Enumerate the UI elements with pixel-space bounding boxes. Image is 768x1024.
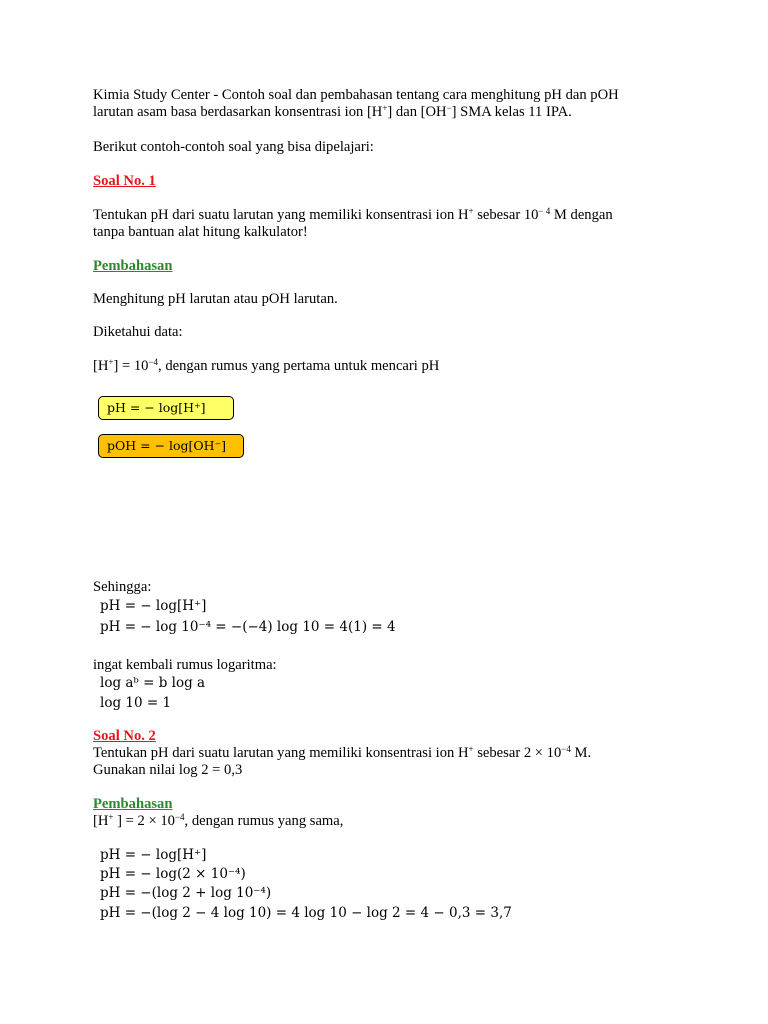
ingat-label: ingat kembali rumus logaritma:: [93, 657, 277, 673]
soal-1-explanation-2: Diketahui data:: [93, 324, 183, 340]
soal-1-e3-sup-exp: −4: [148, 357, 159, 367]
soal-1-e3-a: [H: [93, 358, 109, 374]
soal-2-e1-b: ] = 2 × 10: [113, 813, 175, 829]
soal-1-explanation-3: [93, 358, 439, 375]
soal-1-q-sup-h: +: [468, 206, 474, 216]
soal-1-q-a: Tentukan pH dari suatu larutan yang memiliki konsentrasi ion H: [93, 207, 469, 223]
soal-2-q-sup-h: +: [468, 744, 474, 754]
soal-2-e1-c: , dengan rumus yang sama,: [184, 813, 344, 829]
soal-2-pembahasan-heading: Pembahasan: [93, 796, 173, 812]
soal-1-question-line-1: [93, 207, 613, 224]
soal-1-e3-b: ] = 10: [113, 358, 149, 374]
intro-line-2: [93, 104, 572, 121]
soal-2-q-c: M.: [570, 745, 592, 761]
intro-line-1: Kimia Study Center - Contoh soal dan pembahasan tentang cara menghitung pH dan pOH: [93, 87, 619, 103]
soal-2-calc-1: pH = − log[H⁺]: [100, 847, 207, 863]
soal-1-calc-1: pH = − log[H⁺]: [100, 598, 207, 614]
intro-sup-oh: −: [446, 103, 452, 113]
soal-2-e1-sup-h: +: [108, 812, 114, 822]
soal-1-q-c: M dengan: [550, 207, 613, 223]
soal-2-calc-3: pH = −(log 2 + log 10⁻⁴): [100, 885, 272, 901]
soal-2-q-a: Tentukan pH dari suatu larutan yang memiliki konsentrasi ion H: [93, 745, 469, 761]
lead-text: Berikut contoh-contoh soal yang bisa dipelajari:: [93, 139, 374, 155]
log-rule-1: log aᵇ = b log a: [100, 675, 206, 691]
soal-1-calc-2: pH = − log 10⁻⁴ = −(−4) log 10 = 4(1) = 4: [100, 619, 396, 635]
soal-1-question-line-2: tanpa bantuan alat hitung kalkulator!: [93, 224, 308, 240]
soal-2-e1-sup-exp: −4: [174, 812, 185, 822]
soal-2-q-b: sebesar 2 × 10: [473, 745, 562, 761]
log-rule-2: log 10 = 1: [100, 695, 172, 711]
intro-text-c: ] SMA kelas 11 IPA.: [451, 104, 572, 120]
soal-1-e3-c: , dengan rumus yang pertama untuk mencari pH: [158, 358, 440, 374]
soal-2-calc-4: pH = −(log 2 − 4 log 10) = 4 log 10 − log 2 = 4 − 0,3 = 3,7: [100, 905, 512, 921]
soal-1-pembahasan-heading: Pembahasan: [93, 258, 173, 274]
soal-1-q-b: sebesar 10: [473, 207, 539, 223]
soal-2-question-line-2: Gunakan nilai log 2 = 0,3: [93, 762, 243, 778]
soal-1-explanation-1: Menghitung pH larutan atau pOH larutan.: [93, 291, 338, 307]
intro-text-a: larutan asam basa berdasarkan konsentrasi ion [H: [93, 104, 383, 120]
soal-2-q-sup-exp: −4: [561, 744, 571, 754]
soal-2-question-line-1: [93, 745, 591, 762]
soal-2-e1-a: [H: [93, 813, 109, 829]
soal-2-explanation-1: [93, 813, 343, 830]
soal-1-e3-sup-h: +: [108, 357, 114, 367]
soal-1-heading: Soal No. 1: [93, 173, 156, 189]
soal-1-q-sup-exp: − 4: [538, 206, 551, 216]
soal-2-heading: Soal No. 2: [93, 728, 156, 744]
intro-text-b: ] dan [OH: [387, 104, 447, 120]
sehingga-label: Sehingga:: [93, 579, 152, 595]
ph-formula-box: pH = − log[H⁺]: [98, 396, 234, 420]
intro-sup-h: +: [382, 103, 388, 113]
poh-formula-box: pOH = − log[OH⁻]: [98, 434, 244, 458]
soal-2-calc-2: pH = − log(2 × 10⁻⁴): [100, 866, 246, 882]
